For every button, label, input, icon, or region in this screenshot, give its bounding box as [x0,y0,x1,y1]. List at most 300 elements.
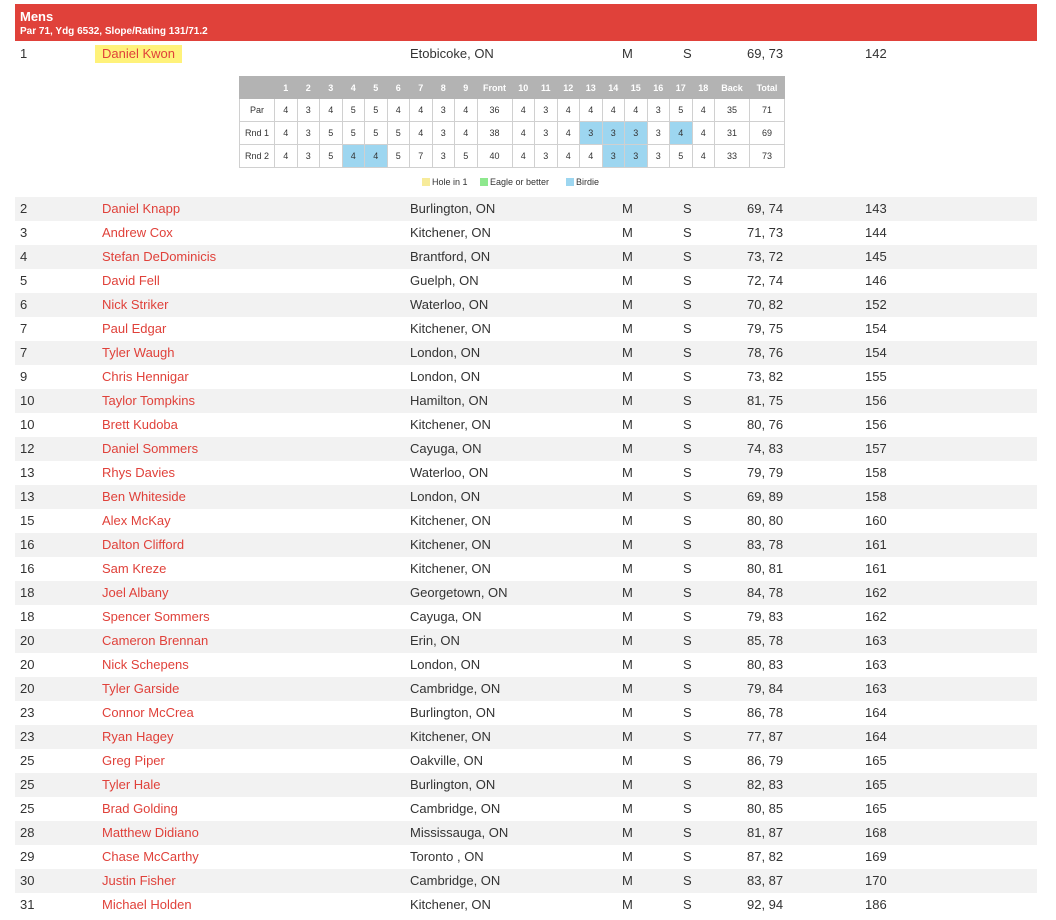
player-city: Kitchener, ON [410,513,491,528]
player-name-link[interactable]: Chase McCarthy [102,849,199,864]
round-scores: 81, 75 [747,393,784,408]
player-name-link[interactable]: Brad Golding [102,801,178,816]
scorecard-cell: 4 [342,145,365,168]
position: 15 [20,513,35,528]
player-name-link[interactable]: Daniel Kwon [95,45,182,63]
player-name-link[interactable]: Tyler Waugh [102,345,175,360]
scorecard-header: 4 [342,77,365,99]
player-tee: S [683,46,692,61]
player-row [15,509,1037,533]
scorecard-header: 6 [387,77,410,99]
player-city: Mississauga, ON [410,825,509,840]
scorecard-cell: 4 [580,145,603,168]
player-city: Waterloo, ON [410,297,489,312]
scorecard-cell: 4 [512,145,535,168]
scorecard-header: Total [750,77,785,99]
round-scores: 80, 81 [747,561,784,576]
scorecard-cell: 3 [602,122,625,145]
round-scores: 80, 80 [747,513,784,528]
player-division: M [622,441,633,456]
player-division: M [622,489,633,504]
player-city: Georgetown, ON [410,585,508,600]
scorecard-cell: 5 [670,99,693,122]
total-score: 162 [865,585,887,600]
total-score: 169 [865,849,887,864]
player-division: M [622,273,633,288]
position: 18 [20,585,35,600]
player-tee: S [683,321,692,336]
scorecard-cell: 4 [387,99,410,122]
scorecard-cell: 5 [387,145,410,168]
total-score: 186 [865,897,887,912]
player-name-link[interactable]: Alex McKay [102,513,171,528]
legend-item [422,177,468,188]
player-tee: S [683,369,692,384]
player-city: London, ON [410,369,481,384]
scorecard-cell: 5 [342,122,365,145]
total-score: 160 [865,513,887,528]
total-score: 163 [865,681,887,696]
player-name-link[interactable]: Paul Edgar [102,321,167,336]
scorecard-cell: 38 [477,122,512,145]
position: 4 [20,249,28,264]
player-row [15,293,1037,317]
round-scores: 86, 79 [747,753,784,768]
total-score: 165 [865,753,887,768]
player-row [15,869,1037,893]
player-tee: S [683,633,692,648]
scorecard-header: 3 [320,77,343,99]
player-division: M [622,417,633,432]
scorecard-cell: 7 [410,145,433,168]
player-name-link[interactable]: Andrew Cox [102,225,173,240]
scorecard-header: 17 [670,77,693,99]
player-name-link[interactable]: Daniel Knapp [102,201,181,216]
player-tee: S [683,777,692,792]
total-score: 145 [865,249,887,264]
player-name-link[interactable]: Tyler Garside [102,681,180,696]
round-scores: 69, 89 [747,489,784,504]
total-score: 156 [865,393,887,408]
player-city: London, ON [410,489,481,504]
round-scores: 78, 76 [747,345,784,360]
position: 7 [20,321,28,336]
player-tee: S [683,249,692,264]
scorecard-cell: 4 [512,99,535,122]
scorecard-cell: 4 [557,122,580,145]
scorecard-cell: 36 [477,99,512,122]
scorecard-cell: 5 [455,145,478,168]
scorecard-cell: 73 [750,145,785,168]
scorecard-cell: 69 [750,122,785,145]
player-tee: S [683,873,692,888]
scorecard-header: 14 [602,77,625,99]
player-name-link[interactable]: Dalton Clifford [102,537,185,552]
player-city: Kitchener, ON [410,321,491,336]
player-city: Kitchener, ON [410,537,491,552]
round-scores: 69, 74 [747,201,784,216]
course-info: Par 71, Ydg 6532, Slope/Rating 131/71.2 [20,26,208,37]
scorecard-cell: 35 [715,99,750,122]
position: 18 [20,609,35,624]
round-scores: 74, 83 [747,441,784,456]
player-name-link[interactable]: Chris Hennigar [102,369,189,384]
total-score: 168 [865,825,887,840]
scorecard-cell: 5 [342,99,365,122]
player-tee: S [683,201,692,216]
player-city: London, ON [410,657,481,672]
player-row [15,701,1037,725]
scorecard-cell: 4 [602,99,625,122]
total-score: 165 [865,777,887,792]
total-score: 156 [865,417,887,432]
total-score: 162 [865,609,887,624]
round-scores: 79, 84 [747,681,784,696]
player-tee: S [683,657,692,672]
round-scores: 80, 83 [747,657,784,672]
player-name-link[interactable]: Justin Fisher [102,873,176,888]
player-division: M [622,633,633,648]
player-city: Cambridge, ON [410,801,501,816]
scorecard-header: 18 [692,77,715,99]
scorecard-header: 15 [625,77,648,99]
position: 1 [20,46,28,61]
position: 16 [20,537,35,552]
round-scores: 80, 76 [747,417,784,432]
total-score: 152 [865,297,887,312]
player-city: Oakville, ON [410,753,483,768]
player-tee: S [683,393,692,408]
scorecard-header: Front [477,77,512,99]
total-score: 163 [865,657,887,672]
player-city: Cambridge, ON [410,681,501,696]
division-header [15,4,1037,41]
position: 20 [20,657,35,672]
player-division: M [622,537,633,552]
scorecard-cell: 5 [365,122,388,145]
player-name-link[interactable]: Matthew Didiano [102,825,199,840]
scorecard-cell: 4 [275,122,298,145]
scorecard-cell: 33 [715,145,750,168]
player-division: M [622,369,633,384]
player-division: M [622,585,633,600]
total-score: 164 [865,705,887,720]
legend-swatch [480,178,488,186]
player-tee: S [683,897,692,912]
player-row [15,269,1037,293]
player-row [15,557,1037,581]
player-name-link[interactable]: Cameron Brennan [102,633,209,648]
player-city: Cayuga, ON [410,609,482,624]
player-city: Brantford, ON [410,249,491,264]
player-row [15,245,1037,269]
round-scores: 79, 83 [747,609,784,624]
player-row [15,629,1037,653]
player-division: M [622,297,633,312]
player-tee: S [683,561,692,576]
scorecard-cell: 4 [320,99,343,122]
player-division: M [622,873,633,888]
player-city: Kitchener, ON [410,225,491,240]
player-row [15,461,1037,485]
scorecard-cell: 3 [535,99,558,122]
player-row [15,749,1037,773]
player-city: Etobicoke, ON [410,46,494,61]
legend-label: Hole in 1 [432,177,468,187]
player-row [15,845,1037,869]
player-row [15,365,1037,389]
player-city: Toronto , ON [410,849,484,864]
total-score: 161 [865,561,887,576]
scorecard-cell: 5 [387,122,410,145]
player-division: M [622,777,633,792]
scorecard-header: 16 [647,77,670,99]
player-row [15,605,1037,629]
player-division: M [622,609,633,624]
player-city: Burlington, ON [410,705,496,720]
player-tee: S [683,417,692,432]
round-scores: 83, 78 [747,537,784,552]
scorecard-cell: 40 [477,145,512,168]
player-row [15,341,1037,365]
player-division: M [622,849,633,864]
player-tee: S [683,729,692,744]
player-name-link[interactable]: Greg Piper [102,753,165,768]
player-city: Erin, ON [410,633,460,648]
scorecard-cell: 4 [580,99,603,122]
scorecard-cell: 4 [365,145,388,168]
scorecard-header [240,77,275,99]
scorecard-cell: 4 [692,145,715,168]
position: 7 [20,345,28,360]
player-row [15,677,1037,701]
player-city: London, ON [410,345,481,360]
player-name-link[interactable]: Connor McCrea [102,705,194,720]
scorecard-header: 2 [297,77,320,99]
round-scores: 79, 79 [747,465,784,480]
player-tee: S [683,681,692,696]
scorecard-header: 1 [275,77,298,99]
player-name-link[interactable]: Joel Albany [102,585,169,600]
player-division: M [622,729,633,744]
scorecard-cell: 3 [647,145,670,168]
player-tee: S [683,585,692,600]
scorecard-cell: 4 [410,99,433,122]
player-city: Kitchener, ON [410,561,491,576]
player-city: Waterloo, ON [410,465,489,480]
player-name-link[interactable]: David Fell [102,273,160,288]
scorecard-cell: 4 [692,99,715,122]
total-score: 163 [865,633,887,648]
scorecard-cell: 3 [297,99,320,122]
player-tee: S [683,825,692,840]
scorecard-cell: 3 [580,122,603,145]
player-row [15,581,1037,605]
round-scores: 83, 87 [747,873,784,888]
player-name-link[interactable]: Ben Whiteside [102,489,186,504]
position: 10 [20,417,35,432]
total-score: 154 [865,345,887,360]
player-division: M [622,513,633,528]
scorecard-cell: 3 [647,122,670,145]
legend-item [566,177,599,188]
player-row [15,653,1037,677]
scorecard-header: 10 [512,77,535,99]
total-score: 161 [865,537,887,552]
player-row [15,389,1037,413]
total-score: 170 [865,873,887,888]
player-row [15,893,1037,917]
player-tee: S [683,609,692,624]
scorecard-cell: 3 [647,99,670,122]
scorecard-cell: 3 [432,145,455,168]
player-row [15,821,1037,845]
total-score: 164 [865,729,887,744]
scorecard-row-label: Rnd 1 [240,122,275,145]
player-division: M [622,753,633,768]
player-row [15,797,1037,821]
player-name-link[interactable]: Ryan Hagey [102,729,174,744]
player-division: M [622,393,633,408]
player-row [15,413,1037,437]
scorecard-header: 11 [535,77,558,99]
position: 30 [20,873,35,888]
player-name-link[interactable]: Stefan DeDominicis [102,249,217,264]
scorecard-cell: 3 [535,145,558,168]
player-row [15,437,1037,461]
player-row [15,317,1037,341]
position: 20 [20,633,35,648]
scorecard-cell: 31 [715,122,750,145]
round-scores: 73, 82 [747,369,784,384]
position: 13 [20,489,35,504]
scorecard-cell: 4 [455,122,478,145]
scorecard-cell: 5 [320,145,343,168]
total-score: 142 [865,46,887,61]
scorecard-header: 8 [432,77,455,99]
scorecard-cell: 5 [365,99,388,122]
round-scores: 79, 75 [747,321,784,336]
round-scores: 69, 73 [747,46,784,61]
round-scores: 72, 74 [747,273,784,288]
scorecard-cell: 4 [275,145,298,168]
round-scores: 80, 85 [747,801,784,816]
player-row [15,773,1037,797]
total-score: 155 [865,369,887,384]
position: 6 [20,297,28,312]
position: 23 [20,705,35,720]
player-tee: S [683,513,692,528]
scorecard-cell: 3 [602,145,625,168]
position: 20 [20,681,35,696]
legend-swatch [566,178,574,186]
scorecard-cell: 3 [625,145,648,168]
round-scores: 84, 78 [747,585,784,600]
player-division: M [622,46,633,61]
round-scores: 82, 83 [747,777,784,792]
scorecard-row [240,122,785,145]
player-row [15,485,1037,509]
scorecard-cell: 4 [512,122,535,145]
player-tee: S [683,465,692,480]
player-name-link[interactable]: Nick Striker [102,297,169,312]
scorecard-header: 13 [580,77,603,99]
player-city: Burlington, ON [410,201,496,216]
player-division: M [622,801,633,816]
player-name-link[interactable]: Rhys Davies [102,465,175,480]
player-name-link[interactable]: Michael Holden [102,897,192,912]
round-scores: 81, 87 [747,825,784,840]
total-score: 144 [865,225,887,240]
position: 12 [20,441,35,456]
round-scores: 73, 72 [747,249,784,264]
player-city: Burlington, ON [410,777,496,792]
player-city: Hamilton, ON [410,393,489,408]
scorecard-cell: 3 [535,122,558,145]
player-name-link[interactable]: Brett Kudoba [102,417,178,432]
player-name-link[interactable]: Spencer Sommers [102,609,210,624]
player-name-link[interactable]: Nick Schepens [102,657,189,672]
position: 9 [20,369,28,384]
scorecard-cell: 4 [557,145,580,168]
position: 25 [20,801,35,816]
scorecard-cell: 4 [625,99,648,122]
player-tee: S [683,273,692,288]
scorecard-header: 12 [557,77,580,99]
scorecard-cell: 4 [455,99,478,122]
position: 2 [20,201,28,216]
player-division: M [622,825,633,840]
total-score: 154 [865,321,887,336]
round-scores: 71, 73 [747,225,784,240]
scorecard-cell: 3 [297,122,320,145]
player-row [15,533,1037,557]
total-score: 165 [865,801,887,816]
player-row [15,221,1037,245]
player-tee: S [683,345,692,360]
position: 23 [20,729,35,744]
player-division: M [622,321,633,336]
player-city: Guelph, ON [410,273,479,288]
scorecard-cell: 4 [557,99,580,122]
scorecard-row-label: Par [240,99,275,122]
scorecard-row [240,145,785,168]
position: 25 [20,777,35,792]
player-division: M [622,249,633,264]
scorecard-header: 5 [365,77,388,99]
position: 29 [20,849,35,864]
player-city: Cayuga, ON [410,441,482,456]
player-name-link[interactable]: Tyler Hale [102,777,161,792]
player-city: Kitchener, ON [410,897,491,912]
player-name-link[interactable]: Sam Kreze [102,561,167,576]
position: 31 [20,897,35,912]
player-row [15,42,1037,66]
scorecard-cell: 4 [692,122,715,145]
player-name-link[interactable]: Daniel Sommers [102,441,199,456]
player-name-link[interactable]: Taylor Tompkins [102,393,195,408]
legend-label: Birdie [576,177,600,187]
player-tee: S [683,801,692,816]
player-tee: S [683,705,692,720]
player-city: Kitchener, ON [410,729,491,744]
position: 16 [20,561,35,576]
position: 3 [20,225,28,240]
scorecard-cell: 5 [670,145,693,168]
position: 5 [20,273,28,288]
player-tee: S [683,441,692,456]
round-scores: 85, 78 [747,633,784,648]
